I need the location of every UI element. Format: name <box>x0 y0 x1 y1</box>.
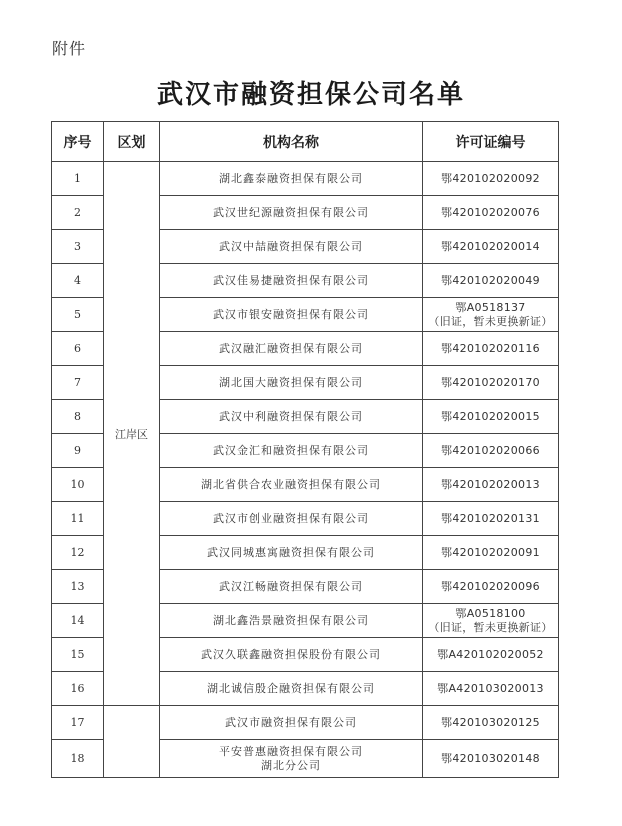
row-index: 10 <box>52 468 104 502</box>
company-name-text: 武汉金汇和融资担保有限公司 <box>213 443 369 457</box>
row-index: 2 <box>52 196 104 230</box>
license-number <box>423 264 559 298</box>
table-row <box>52 162 559 196</box>
company-name-text: 湖北鑫浩景融资担保有限公司 <box>213 613 369 627</box>
license-number <box>423 468 559 502</box>
license-number <box>423 400 559 434</box>
company-name-text: 武汉中利融资担保有限公司 <box>219 409 363 423</box>
row-index: 4 <box>52 264 104 298</box>
header-name: 机构名称 <box>160 122 423 162</box>
company-name-text: 湖北省供合农业融资担保有限公司 <box>201 477 381 491</box>
header-index: 序号 <box>52 122 104 162</box>
company-name <box>160 332 423 366</box>
company-name <box>160 366 423 400</box>
company-name <box>160 298 423 332</box>
license-number-text: 鄂A0518100 <box>455 606 526 620</box>
company-name-text: 武汉中喆融资担保有限公司 <box>219 239 363 253</box>
license-number <box>423 298 559 332</box>
company-name-text: 武汉同城惠寓融资担保有限公司 <box>207 545 375 559</box>
license-number <box>423 672 559 706</box>
company-name-text: 武汉市融资担保有限公司 <box>225 715 357 729</box>
row-index: 7 <box>52 366 104 400</box>
license-number-text: 鄂420102020014 <box>441 239 540 253</box>
company-name-text: 平安普惠融资担保有限公司 <box>219 744 363 758</box>
license-number-text: 鄂420102020096 <box>441 579 540 593</box>
company-name-text: 武汉江畅融资担保有限公司 <box>219 579 363 593</box>
license-number <box>423 332 559 366</box>
company-name-text: 湖北国大融资担保有限公司 <box>219 375 363 389</box>
license-number-text: 鄂A0518137 <box>455 300 526 314</box>
license-number-text: 鄂420102020116 <box>441 341 540 355</box>
company-name <box>160 264 423 298</box>
license-number <box>423 638 559 672</box>
row-index: 9 <box>52 434 104 468</box>
license-number <box>423 434 559 468</box>
license-number-text: 鄂420102020013 <box>441 477 540 491</box>
license-number-text: 鄂420103020125 <box>441 715 540 729</box>
row-index: 17 <box>52 706 104 740</box>
row-index: 3 <box>52 230 104 264</box>
company-name-text: 武汉市创业融资担保有限公司 <box>213 511 369 525</box>
license-number <box>423 740 559 778</box>
license-number <box>423 570 559 604</box>
license-number-text: 鄂A420103020013 <box>437 681 544 695</box>
license-number-text: 鄂A420102020052 <box>437 647 544 661</box>
row-index: 14 <box>52 604 104 638</box>
license-number-text: 鄂420102020049 <box>441 273 540 287</box>
page-title: 武汉市融资担保公司名单 <box>156 80 465 110</box>
license-note: （旧证，暂未更换新证） <box>428 314 553 328</box>
district-cell: 江岸区 <box>104 162 160 706</box>
header-license: 许可证编号 <box>423 122 559 162</box>
license-number <box>423 230 559 264</box>
company-name <box>160 672 423 706</box>
company-name-text: 武汉融汇融资担保有限公司 <box>219 341 363 355</box>
company-name <box>160 400 423 434</box>
license-number <box>423 502 559 536</box>
license-number <box>423 604 559 638</box>
company-name <box>160 570 423 604</box>
license-number-text: 鄂420102020092 <box>441 171 540 185</box>
company-name-text: 武汉世纪源融资担保有限公司 <box>213 205 369 219</box>
district-cell <box>104 706 160 778</box>
row-index: 11 <box>52 502 104 536</box>
company-name-line2: 湖北分公司 <box>261 758 321 772</box>
table-row <box>52 706 559 740</box>
company-name-text: 武汉市银安融资担保有限公司 <box>213 307 369 321</box>
license-number-text: 鄂420102020131 <box>441 511 540 525</box>
license-number-text: 鄂420103020148 <box>441 751 540 765</box>
license-number <box>423 366 559 400</box>
license-number <box>423 536 559 570</box>
license-number <box>423 706 559 740</box>
row-index: 16 <box>52 672 104 706</box>
row-index: 5 <box>52 298 104 332</box>
license-note: （旧证，暂未更换新证） <box>428 620 553 634</box>
row-index: 8 <box>52 400 104 434</box>
company-name <box>160 502 423 536</box>
row-index: 18 <box>52 740 104 778</box>
company-name <box>160 706 423 740</box>
license-number-text: 鄂420102020091 <box>441 545 540 559</box>
row-index: 12 <box>52 536 104 570</box>
company-name-text: 湖北鑫泰融资担保有限公司 <box>219 171 363 185</box>
company-name <box>160 638 423 672</box>
company-name <box>160 536 423 570</box>
row-index: 13 <box>52 570 104 604</box>
row-index: 15 <box>52 638 104 672</box>
company-name <box>160 230 423 264</box>
license-number-text: 鄂420102020015 <box>441 409 540 423</box>
header-district: 区划 <box>104 122 160 162</box>
row-index: 1 <box>52 162 104 196</box>
company-name <box>160 604 423 638</box>
table-header-row <box>52 122 559 162</box>
license-number <box>423 162 559 196</box>
company-name <box>160 162 423 196</box>
row-index: 6 <box>52 332 104 366</box>
license-number-text: 鄂420102020066 <box>441 443 540 457</box>
table-body <box>52 162 559 778</box>
company-name-text: 湖北诚信殷企融资担保有限公司 <box>207 681 375 695</box>
company-name <box>160 196 423 230</box>
company-name <box>160 740 423 778</box>
company-name-text: 武汉佳易捷融资担保有限公司 <box>213 273 369 287</box>
license-number-text: 鄂420102020170 <box>441 375 540 389</box>
company-name-text: 武汉久联鑫融资担保股份有限公司 <box>201 647 381 661</box>
license-number-text: 鄂420102020076 <box>441 205 540 219</box>
company-list-table <box>51 121 559 778</box>
company-name <box>160 434 423 468</box>
license-number <box>423 196 559 230</box>
attachment-label: 附件 <box>52 39 87 58</box>
company-name <box>160 468 423 502</box>
